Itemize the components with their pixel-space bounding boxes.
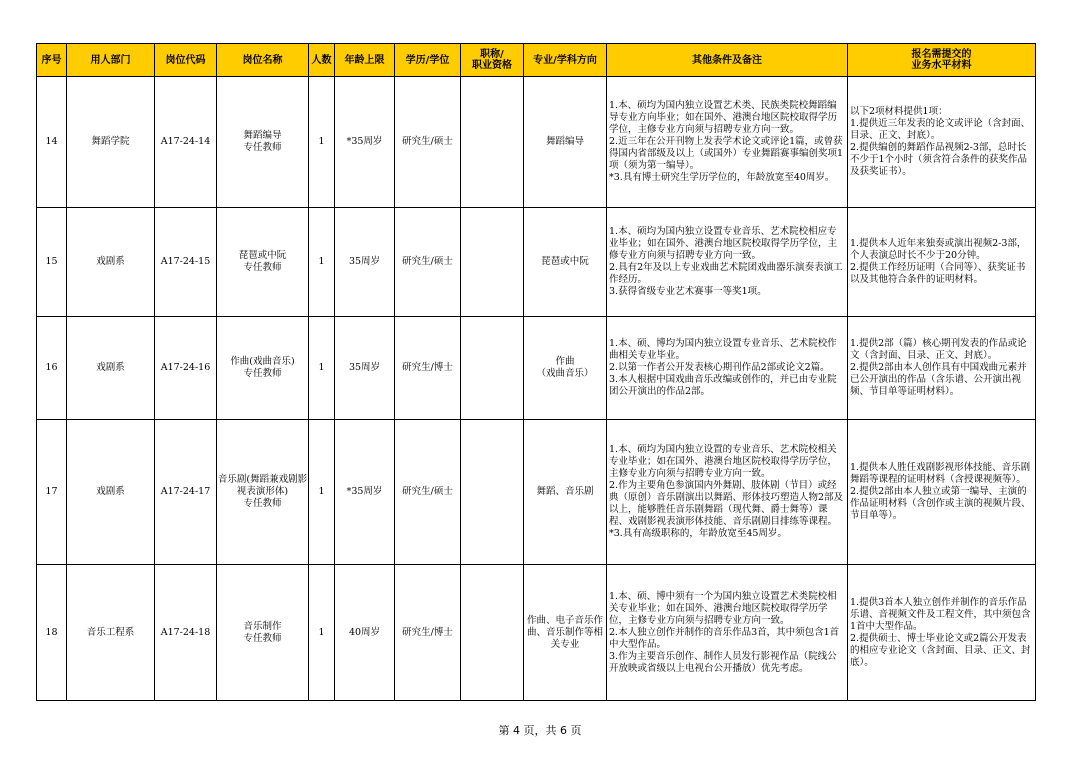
header-degree: 学历/学位 (395, 44, 461, 77)
cell-materials (848, 317, 1036, 420)
cell-no: 14 (37, 77, 67, 208)
cell-qual (461, 420, 524, 565)
cell-count: 1 (309, 420, 335, 565)
cell-code: A17-24-15 (155, 208, 217, 317)
cell-code: A17-24-17 (155, 420, 217, 565)
cell-dept: 戏剧系 (67, 317, 155, 420)
cell-conditions (607, 420, 848, 565)
cell-age: *35周岁 (335, 77, 395, 208)
cell-materials-text: 1.提供3首本人独立创作并制作的音乐作品乐谱、音视频文件及工程文件，其中须包含1首中大型作品。 2.提供硕士、博士毕业论文或2篇公开发表的相应专业论文（含封面、目录、正文、封底）。 (850, 596, 1031, 668)
cell-conditions (607, 208, 848, 317)
cell-count: 1 (309, 317, 335, 420)
cell-conditions-text: 1.本、硕均为国内独立设置专业音乐、艺术院校相应专业毕业；如在国外、港澳台地区院校取得学历学位，主修专业方向须与招聘专业方向一致。 2.具有2年及以上专业戏曲艺术院团戏曲器乐演奏表演工作经历。 3.获得省级专业艺术赛事一等奖1项。 (609, 226, 843, 297)
cell-degree: 研究生/硕士 (395, 208, 461, 317)
cell-title (217, 208, 309, 317)
cell-major: 琵琶或中阮 (524, 208, 607, 317)
cell-degree: 研究生/硕士 (395, 420, 461, 565)
header-conditions: 其他条件及备注 (607, 44, 848, 77)
cell-count: 1 (309, 565, 335, 701)
cell-age: *35周岁 (335, 420, 395, 565)
cell-dept: 音乐工程系 (67, 565, 155, 701)
header-title: 岗位名称 (217, 44, 309, 77)
header-code: 岗位代码 (155, 44, 217, 77)
table-row (37, 420, 1036, 565)
cell-conditions (607, 565, 848, 701)
cell-conditions-text: 1.本、硕均为国内独立设置的专业音乐、艺术院校相关专业毕业；如在国外、港澳台地区院校取得学历学位，主修专业方向须与招聘专业方向一致。 2.作为主要角色参演国内外舞剧、肢体剧（节目）或经典（原创）音乐剧演出以舞蹈、形体技巧塑造人物2部及以上，能够胜任音乐剧舞蹈（现代舞、爵士舞等）课程、戏剧影视表演形体技能、音乐剧剧目排练等课程。 *3.具有高级职称的，年龄放宽至45周岁。 (609, 444, 844, 539)
cell-major: 舞蹈、音乐剧 (524, 420, 607, 565)
cell-title (217, 565, 309, 701)
cell-qual (461, 208, 524, 317)
header-no: 序号 (37, 44, 67, 77)
table-row (37, 565, 1036, 701)
cell-materials (848, 420, 1036, 565)
cell-materials (848, 565, 1036, 701)
cell-conditions-text: 1.本、硕、博中须有一个为国内独立设置艺术类院校相关专业毕业；如在国外、港澳台地区院校取得学历学位，主修专业方向须与招聘专业方向一致。 2.本人独立创作并制作的音乐作品3首，其中须包含1首中大型作品。 3.作为主要音乐创作、制作人员发行影视作品（院线公开放映或省级以上电视台公开播放）优先考虑。 (609, 590, 840, 674)
cell-code: A17-24-14 (155, 77, 217, 208)
cell-title-text: 音乐剧(舞蹈兼戏剧影视表演形体) 专任教师 (217, 474, 308, 509)
cell-no: 16 (37, 317, 67, 420)
cell-conditions-text: 1.本、硕、博均为国内独立设置专业音乐、艺术院校作曲相关专业毕业。 2.以第一作者公开发表核心期刊作品2部或论文2篇。 3.本人根据中国戏曲音乐改编或创作的，并已由专业院团公开演出的作品2部。 (609, 338, 837, 397)
cell-conditions (607, 77, 848, 208)
cell-age: 40周岁 (335, 565, 395, 701)
cell-materials (848, 77, 1036, 208)
table-row (37, 317, 1036, 420)
cell-major: 舞蹈编导 (524, 77, 607, 208)
cell-conditions (607, 317, 848, 420)
cell-materials-text: 以下2项材料提供1项： 1.提供近三年发表的论文或评论（含封面、目录、正文、封底）。 2.提供编创的舞蹈作品视频2-3部，总时长不少于1个小时（须含符合条件的获奖作品及获奖证书）。 (850, 106, 1031, 177)
cell-materials-text: 1.提供本人近年来独奏或演出视频2-3部，个人表演总时长不少于20分钟。 2.提供工作经历证明（合同等）、获奖证书以及其他符合条件的证明材料。 (850, 238, 1027, 285)
header-major: 专业/学科方向 (524, 44, 607, 77)
cell-materials-text: 1.提供2部（篇）核心期刊发表的作品或论文（含封面、目录、正文、封底）。 2.提供2部由本人创作具有中国戏曲元素并已公开演出的作品（含乐谱、公开演出视频、节目单等证明材料）。 (850, 338, 1027, 397)
cell-qual (461, 77, 524, 208)
cell-degree: 研究生/博士 (395, 317, 461, 420)
header-age: 年龄上限 (335, 44, 395, 77)
cell-dept: 戏剧系 (67, 420, 155, 565)
recruitment-table (36, 43, 1036, 701)
cell-major: 作曲、电子音乐作曲、音乐制作等相关专业 (524, 565, 607, 701)
cell-code: A17-24-18 (155, 565, 217, 701)
cell-degree: 研究生/硕士 (395, 77, 461, 208)
header-qual: 职称/ 职业资格 (461, 44, 524, 77)
header-count: 人数 (309, 44, 335, 77)
cell-conditions-text: 1.本、硕均为国内独立设置艺术类、民族类院校舞蹈编导专业方向毕业；如在国外、港澳台地区院校取得学历学位，主修专业方向须与招聘专业方向一致。 2.近三年在公开刊物上发表学术论文或评论1篇，或曾获得国内省部级及以上（或国外）专业舞蹈赛事编创奖项1项（须为第一编导）。 *3.具有博士研究生学历学位的，年龄放宽至40周岁。 (609, 100, 844, 183)
table-row (37, 77, 1036, 208)
cell-no: 17 (37, 420, 67, 565)
table-row (37, 208, 1036, 317)
cell-materials-text: 1.提供本人胜任戏剧影视形体技能、音乐剧舞蹈等课程的证明材料（含授课视频等）。 2.提供2部由本人独立或第一编导、主演的作品证明材料（含创作或主演的视频片段、节目单等）。 (850, 462, 1031, 521)
cell-count: 1 (309, 77, 335, 208)
cell-title (217, 77, 309, 208)
cell-title-text: 琵琶或中阮 专任教师 (238, 250, 287, 273)
page-footer: 第 4 页，共 6 页 (498, 724, 582, 737)
cell-qual (461, 317, 524, 420)
cell-no: 15 (37, 208, 67, 317)
header-dept: 用人部门 (67, 44, 155, 77)
cell-title (217, 420, 309, 565)
cell-major-text: 作曲 （戏曲音乐） (536, 356, 594, 379)
cell-count: 1 (309, 208, 335, 317)
cell-dept: 舞蹈学院 (67, 77, 155, 208)
cell-age: 35周岁 (335, 208, 395, 317)
cell-no: 18 (37, 565, 67, 701)
cell-materials (848, 208, 1036, 317)
cell-major (524, 317, 607, 420)
header-row (37, 44, 1036, 77)
header-materials: 报名需提交的 业务水平材料 (848, 44, 1036, 77)
cell-degree: 研究生/博士 (395, 565, 461, 701)
cell-title-text: 音乐制作 专任教师 (243, 620, 282, 644)
cell-title-text: 作曲(戏曲音乐) 专任教师 (230, 356, 295, 379)
cell-dept: 戏剧系 (67, 208, 155, 317)
cell-title (217, 317, 309, 420)
cell-title-text: 舞蹈编导 专任教师 (243, 130, 282, 153)
cell-qual (461, 565, 524, 701)
cell-code: A17-24-16 (155, 317, 217, 420)
cell-age: 35周岁 (335, 317, 395, 420)
